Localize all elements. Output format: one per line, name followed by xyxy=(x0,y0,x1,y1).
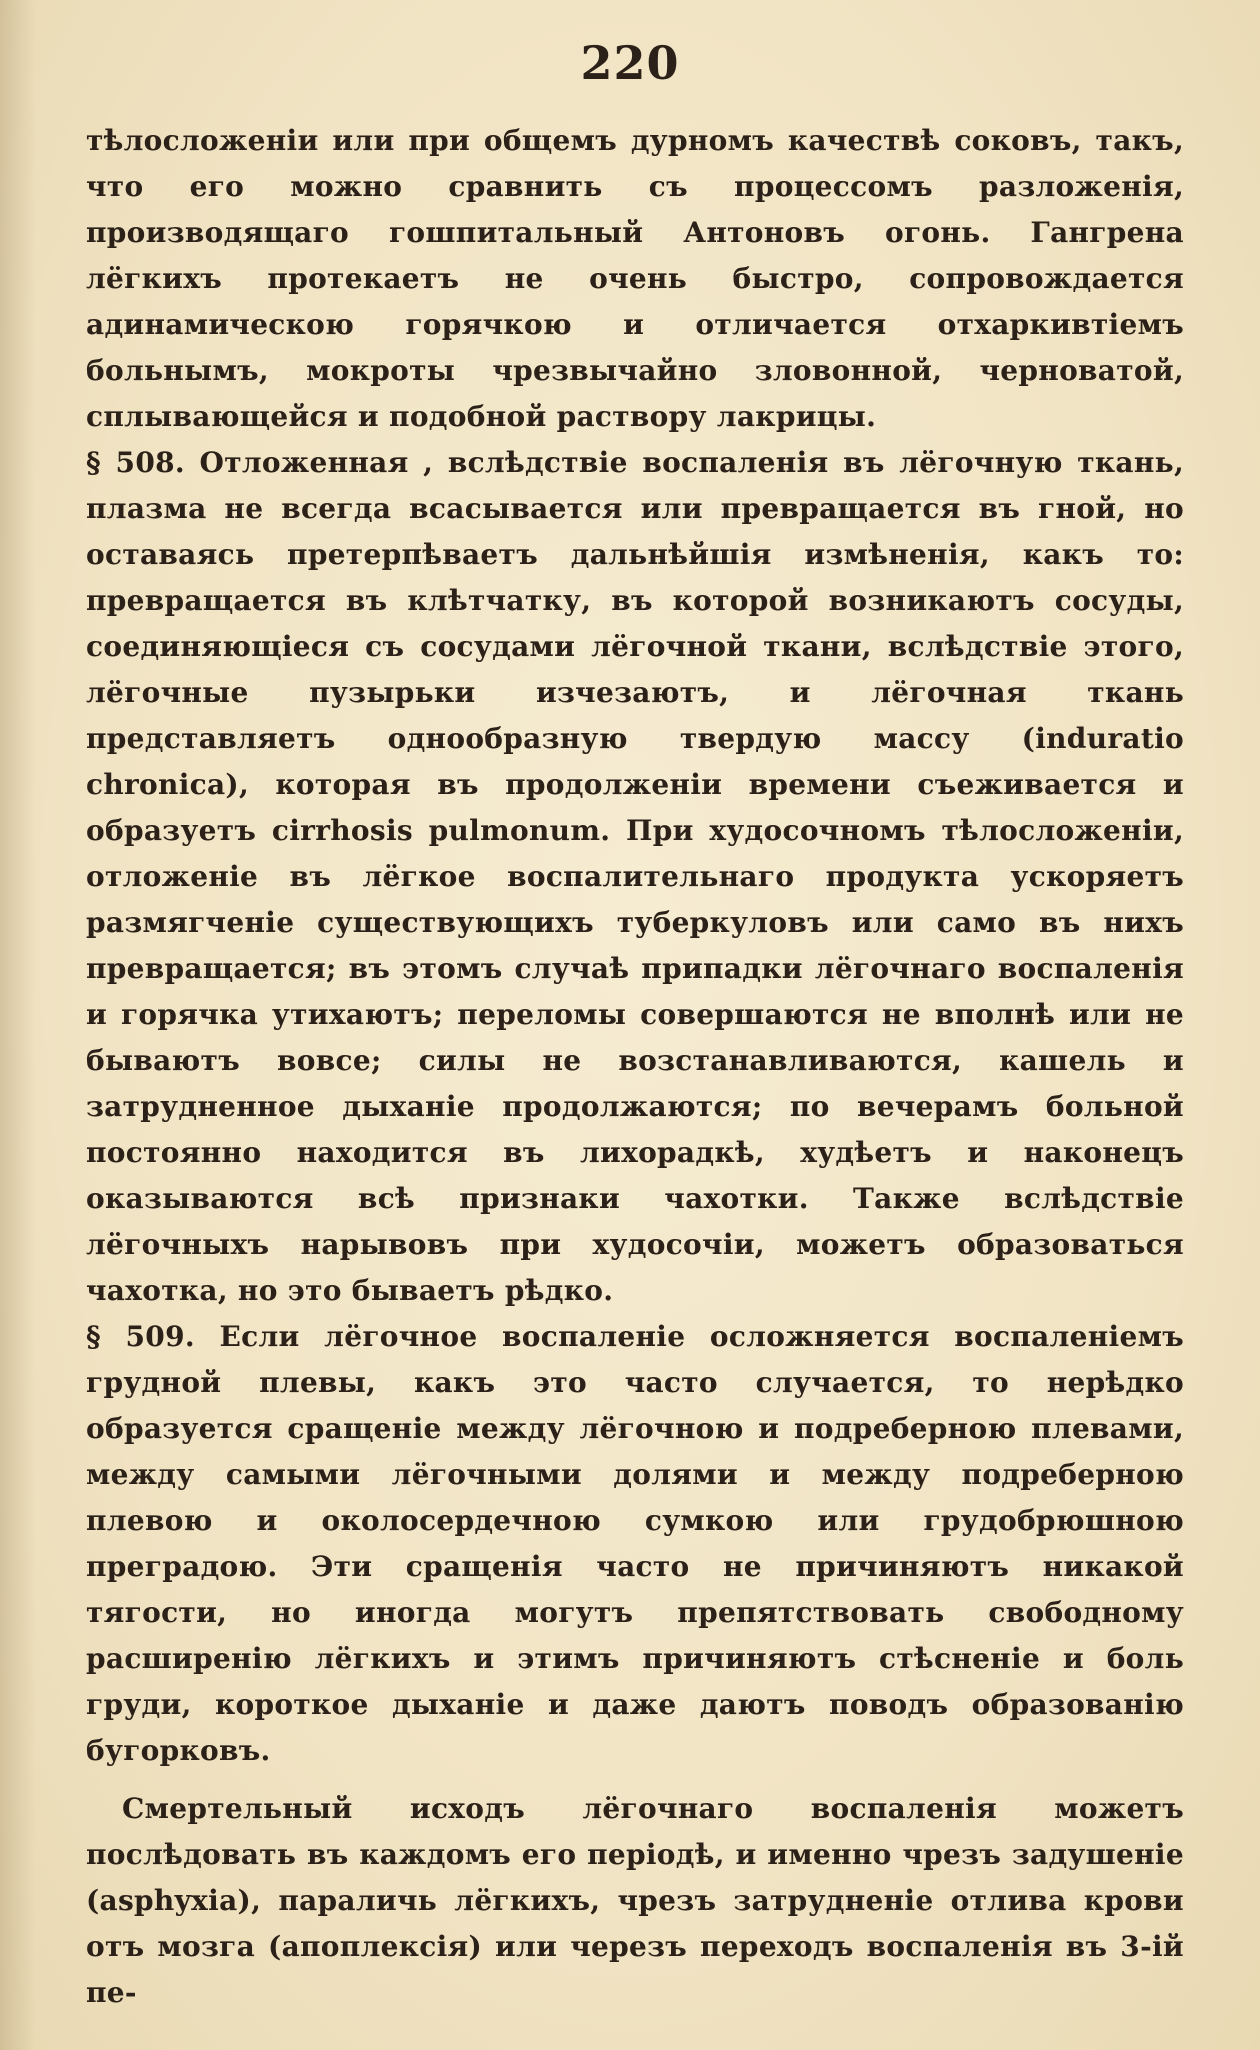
binding-shadow xyxy=(0,0,36,2050)
paragraph-continuation: тѣлосложеніи или при общемъ дурномъ качествѣ соковъ, такъ, что его можно сравнить съ процессомъ разложенія, производящаго гошпитальный Антоновъ огонь. Гангрена лёгкихъ протекаетъ не очень быстро, сопровождается адинамическою горячкою и отличается отхаркивтіемъ больнымъ, мокроты чрезвычайно зловонной, черноватой, сплывающейся и подобной раствору лакрицы. xyxy=(86,124,1184,433)
paragraph-section-509: § 509. Если лёгочное воспаленіе осложняется воспаленіемъ грудной плевы, какъ это часто случается, то нерѣдко образуется сращеніе между лёгочною и подреберною плевами, между самыми лёгочными долями и между подреберною плевою и околосердечною сумкою или грудобрюшною преградою. Эти сращенія часто не причиняютъ никакой тягости, но иногда могутъ препятствовать свободному расширенію лёгкихъ и этимъ причиняютъ стѣсненіе и боль груди, короткое дыханіе и даже даютъ поводъ образованію бугорковъ. xyxy=(86,1320,1184,1767)
paragraph-section-508: § 508. Отложенная , вслѣдствіе воспаленія въ лёгочную ткань, плазма не всегда всасывается или превращается въ гной, но оставаясь претерпѣваетъ дальнѣйшія измѣненія, какъ то: превращается въ клѣтчатку, въ которой возникаютъ сосуды, соединяющіеся съ сосудами лёгочной ткани, вслѣдствіе этого, лёгочные пузырьки изчезаютъ, и лёгочная ткань представляетъ однообразную твердую массу (induratio chronica), которая въ продолженіи времени съеживается и образуетъ cirrhosis pulmonum. При худосочномъ тѣлосложеніи, отложеніе въ лёгкое воспалительнаго продукта ускоряетъ размягченіе существующихъ туберкуловъ или само въ нихъ превращается; въ этомъ случаѣ припадки лёгочнаго воспаленія и горячка утихаютъ; переломы совершаются не вполнѣ или не бываютъ вовсе; силы не возстанавливаются, кашель и затрудненное дыханіе продолжаются; по вечерамъ больной постоянно находится въ лихорадкѣ, худѣетъ и наконецъ оказываются всѣ признаки чахотки. Также вслѣдствіе лёгочныхъ нарывовъ при худосочіи, можетъ образоваться чахотка, но это бываетъ рѣдко. xyxy=(86,446,1184,1307)
page-body xyxy=(86,118,1184,2016)
page-number: 220 xyxy=(580,36,680,90)
paragraph-fatal-outcome: Смертельный исходъ лёгочнаго воспаленія можетъ послѣдовать въ каждомъ его періодѣ, и именно чрезъ задушеніе (asphyxia), параличь лёгкихъ, чрезъ затрудненіе отлива крови отъ мозга (апоплексія) или черезъ переходъ воспаленія въ 3-ій пе- xyxy=(86,1792,1184,2009)
